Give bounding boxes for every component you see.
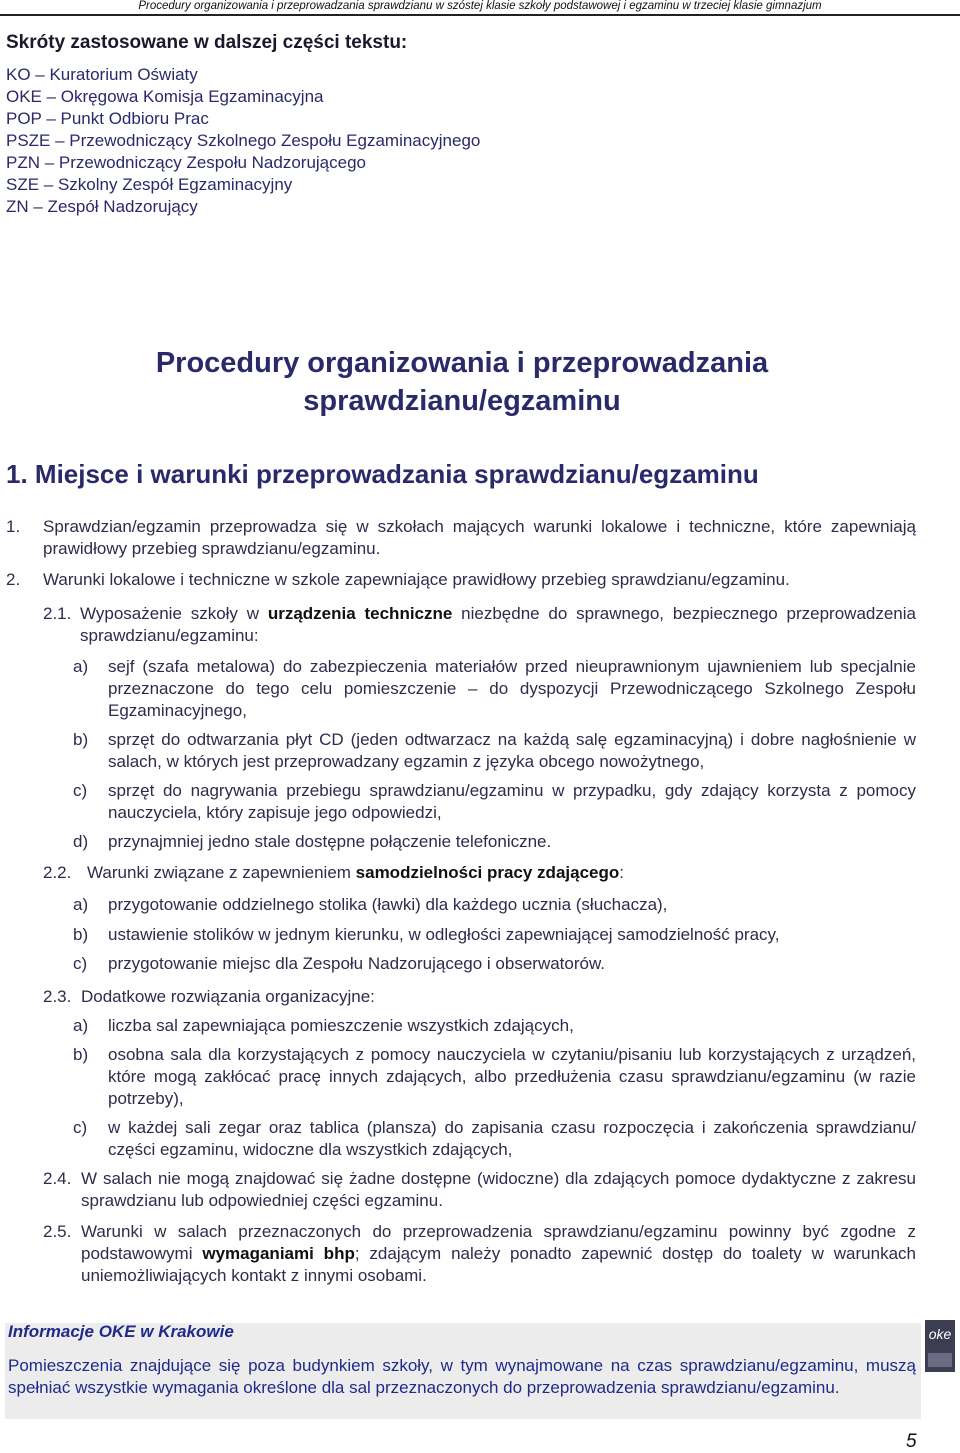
list-item: sejf (szafa metalowa) do zabezpieczenia materiałów przed nieuprawnionym ujawnieniem lub specjalnie przeznaczone do tego celu pomieszczenie – do dyspozycji Przewodniczącego Szkolnego Zespołu Egzaminacyjnego, — [108, 657, 916, 720]
subsection-text: Warunki w salach przeznaczonych do przeprowadzenia sprawdzianu/egzaminu powinny być zgodne z podstawowymi wymaganiami bhp; zdającym należy ponadto zapewnić dostęp do toalety w warunkach uniemożliwiających kontakt z innymi osobami. — [81, 1222, 916, 1285]
list-letter: c) — [73, 781, 88, 800]
header-rule — [0, 14, 960, 16]
subsection-number: 2.2. — [43, 863, 72, 882]
paragraph-text: Sprawdzian/egzamin przeprowadza się w szkołach mających warunki lokalowe i techniczne, które zapewniają prawidłowy przebieg sprawdzianu/egzaminu. — [43, 517, 916, 558]
info-box-title: Informacje OKE w Krakowie — [8, 1322, 234, 1341]
paragraph-number: 1. — [6, 517, 21, 536]
abbreviations-title: Skróty zastosowane w dalszej części tekstu: — [6, 32, 408, 53]
list-item: w każdej sali zegar oraz tablica (plansza) do zapisania czasu rozpoczęcia i zakończenia sprawdzianu/ części egzaminu, widoczne dla wszystkich zdających, — [108, 1118, 916, 1159]
list-letter: b) — [73, 1045, 89, 1064]
list-letter: b) — [73, 730, 89, 749]
abbreviations-list — [6, 64, 480, 218]
info-box-text: Pomieszczenia znajdujące się poza budynkiem szkoły, w tym wynajmowane na czas sprawdzianu/egzaminu, muszą spełniać wszystkie wymagania określone dla sal przeznaczonych do przeprowadzenia sprawdzianu/egzaminu. — [8, 1356, 916, 1397]
list-item: osobna sala dla korzystających z pomocy nauczyciela w czytaniu/pisaniu lub korzystających z urządzeń, które mogą zakłócać pracę innych zdających, albo przedłużenia czasu sprawdzianu/egzaminu (w razie potrzeby), — [108, 1045, 916, 1108]
subsection-number: 2.4. — [43, 1169, 72, 1188]
paragraph-number: 2. — [6, 570, 21, 589]
paragraph-text: Warunki lokalowe i techniczne w szkole zapewniające prawidłowy przebieg sprawdzianu/egzaminu. — [43, 570, 790, 589]
subsection-text: Dodatkowe rozwiązania organizacyjne: — [81, 987, 375, 1006]
list-letter: a) — [73, 895, 89, 914]
subsection-number: 2.5. — [43, 1222, 72, 1241]
list-letter: b) — [73, 925, 89, 944]
subsection-text: Warunki związane z zapewnieniem samodzielności pracy zdającego: — [87, 863, 624, 882]
abbreviation-item: OKE – Okręgowa Komisja Egzaminacyjna — [6, 87, 324, 106]
list-letter: a) — [73, 657, 89, 676]
list-item: sprzęt do nagrywania przebiegu sprawdzianu/egzaminu w przypadku, gdy zdający korzysta z pomocy nauczyciela, który zapisuje jego odpowiedzi, — [108, 781, 916, 822]
list-item: ustawienie stolików w jednym kierunku, w odległości zapewniającej samodzielność pracy, — [108, 925, 780, 944]
list-item: liczba sal zapewniająca pomieszczenie wszystkich zdających, — [108, 1016, 574, 1035]
abbreviation-item: KO – Kuratorium Oświaty — [6, 65, 198, 84]
document-title-line-2: sprawdzianu/egzaminu — [303, 385, 621, 417]
abbreviation-item: ZN – Zespół Nadzorujący — [6, 197, 198, 216]
section-heading: 1. Miejsce i warunki przeprowadzania sprawdzianu/egzaminu — [6, 459, 759, 489]
list-letter: c) — [73, 954, 88, 973]
emphasis: urządzenia techniczne — [267, 604, 453, 623]
page-number: 5 — [906, 1431, 917, 1452]
oke-logo-icon — [925, 1320, 955, 1372]
abbreviation-item: PSZE – Przewodniczący Szkolnego Zespołu Egzaminacyjnego — [6, 131, 481, 150]
running-header: Procedury organizowania i przeprowadzania sprawdzianu w szóstej klasie szkoły podstawowej i egzaminu w trzeciej klasie gimnazjum — [138, 0, 822, 12]
subsection-text: Wyposażenie szkoły w urządzenia techniczne niezbędne do sprawnego, bezpiecznego przeprowadzenia sprawdzianu/egzaminu: — [80, 604, 916, 645]
logo-mark: oke — [928, 1326, 952, 1342]
list-item: sprzęt do odtwarzania płyt CD (jeden odtwarzacz na każdą salę egzaminacyjną) i dobre nagłośnienie w salach, w których jest przeprowadzany egzamin z języka obcego nowożytnego, — [108, 730, 916, 771]
abbreviation-item: PZN – Przewodniczący Zespołu Nadzorującego — [6, 153, 367, 172]
list-letter: d) — [73, 832, 89, 851]
subsection-number: 2.1. — [43, 604, 72, 623]
emphasis: wymaganiami bhp — [202, 1244, 355, 1263]
list-letter: c) — [73, 1118, 88, 1137]
abbreviation-item: SZE – Szkolny Zespół Egzaminacyjny — [6, 175, 293, 194]
subsection-number: 2.3. — [43, 987, 72, 1006]
list-letter: a) — [73, 1016, 89, 1035]
document-title-line-1: Procedury organizowania i przeprowadzania — [155, 347, 769, 379]
list-item: przygotowanie miejsc dla Zespołu Nadzorującego i obserwatorów. — [108, 954, 606, 973]
abbreviation-item: POP – Punkt Odbioru Prac — [6, 109, 209, 128]
list-item: przynajmniej jedno stale dostępne połączenie telefoniczne. — [108, 832, 552, 851]
emphasis: samodzielności pracy zdającego — [355, 863, 620, 882]
list-item: przygotowanie oddzielnego stolika (ławki) dla każdego ucznia (słuchacza), — [108, 895, 668, 914]
logo-strip — [928, 1353, 952, 1367]
subsection-text: W salach nie mogą znajdować się żadne dostępne (widoczne) dla zdających pomoce dydaktyczne z zakresu sprawdzianu lub odpowiedniej części egzaminu. — [81, 1169, 916, 1210]
